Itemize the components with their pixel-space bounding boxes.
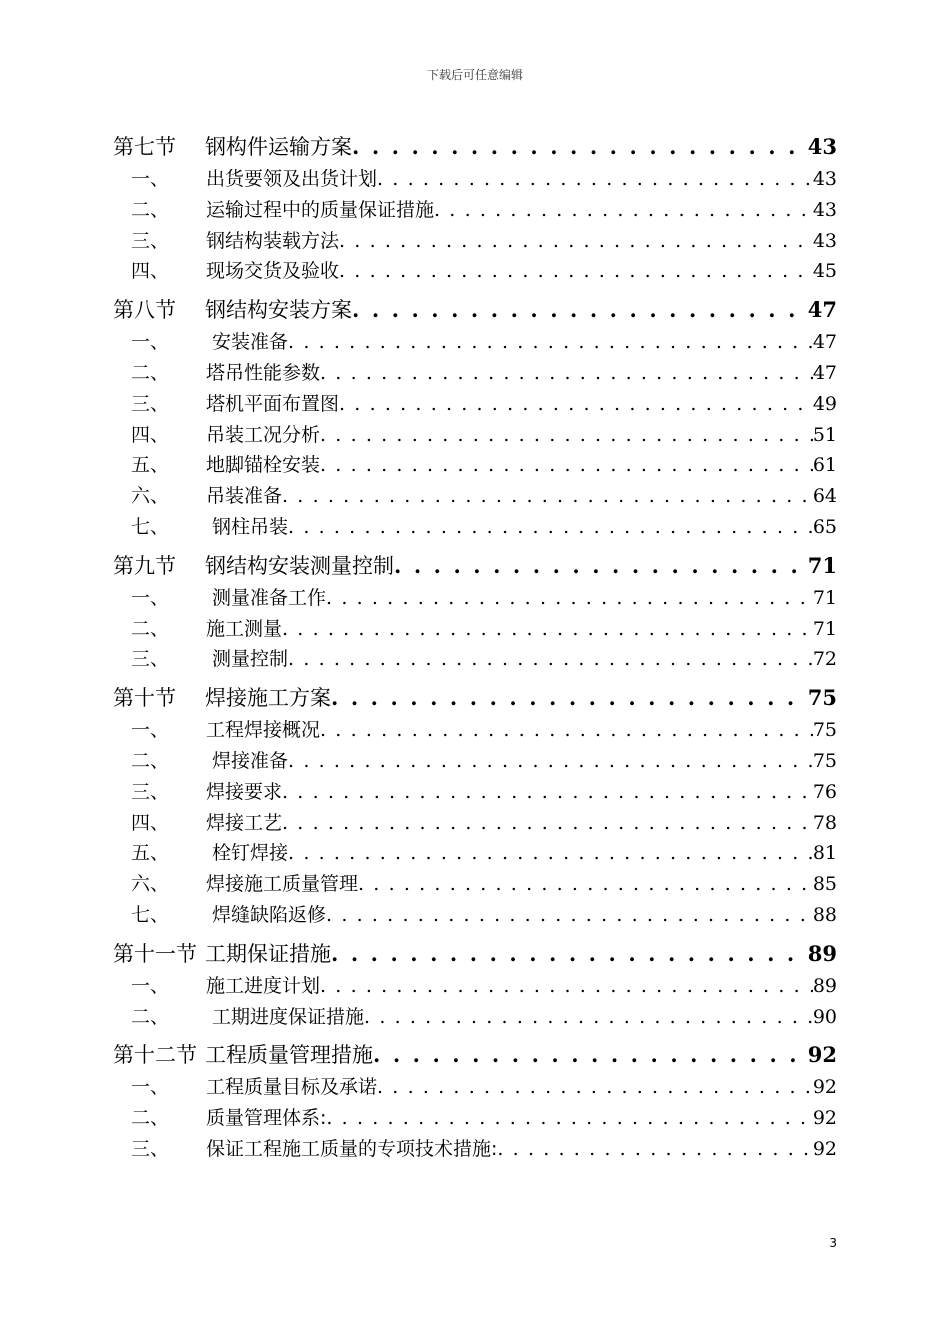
toc-item-row xyxy=(113,327,837,358)
toc-section-row xyxy=(113,293,837,327)
toc-entry-page: 43 xyxy=(807,134,837,159)
toc-item-row xyxy=(113,450,837,481)
toc-entry-page: 43 xyxy=(812,229,837,252)
toc-entry-number: 二、 xyxy=(131,198,170,221)
toc-entry-page: 92 xyxy=(812,1107,837,1130)
toc-entry-number: 三、 xyxy=(131,648,170,671)
toc-leader-dots xyxy=(288,746,813,777)
toc-item-row xyxy=(113,1002,837,1033)
toc-entry-page: 89 xyxy=(812,974,837,997)
toc-section-row xyxy=(113,1038,837,1072)
toc-entry-page: 43 xyxy=(812,198,837,221)
toc-entry-title: 工程焊接概况 xyxy=(206,719,321,742)
table-of-contents xyxy=(113,130,837,1165)
toc-entry-page: 71 xyxy=(812,586,837,609)
toc-section-row xyxy=(113,549,837,583)
toc-item-row xyxy=(113,420,837,451)
toc-entry-page: 49 xyxy=(812,392,837,415)
toc-entry-page: 85 xyxy=(812,873,837,896)
toc-leader-dots xyxy=(331,937,808,971)
toc-item-row xyxy=(113,777,837,808)
toc-section-row xyxy=(113,937,837,971)
toc-leader-dots xyxy=(320,450,813,481)
toc-item-row xyxy=(113,226,837,257)
toc-leader-dots xyxy=(358,869,813,900)
toc-entry-title: 塔吊性能参数 xyxy=(206,361,321,384)
toc-entry-title: 安装准备 xyxy=(206,331,289,354)
toc-entry-number: 六、 xyxy=(131,873,170,896)
toc-entry-number: 一、 xyxy=(131,719,170,742)
toc-entry-number: 一、 xyxy=(131,331,170,354)
toc-entry-number: 六、 xyxy=(131,485,170,508)
toc-entry-title: 出货要领及出货计划 xyxy=(206,168,378,190)
toc-entry-page: 47 xyxy=(812,361,837,384)
toc-entry-title: 钢柱吊装 xyxy=(206,515,289,538)
toc-leader-dots xyxy=(394,549,808,583)
toc-entry-title: 工期进度保证措施 xyxy=(206,1005,365,1028)
toc-entry-title: 吊装工况分析 xyxy=(206,423,321,446)
toc-leader-dots xyxy=(282,777,813,808)
toc-item-row xyxy=(113,746,837,777)
toc-item-row xyxy=(113,256,837,287)
toc-entry-number: 二、 xyxy=(131,1005,170,1028)
toc-leader-dots xyxy=(288,512,813,543)
toc-entry-number: 二、 xyxy=(131,617,170,640)
toc-entry-number: 三、 xyxy=(131,780,170,803)
toc-entry-title: 钢结构装载方法 xyxy=(206,229,340,252)
toc-entry-title: 栓钉焊接 xyxy=(206,842,289,865)
toc-item-row xyxy=(113,164,837,195)
toc-entry-title: 焊接工艺 xyxy=(206,811,283,834)
toc-entry-title: 运输过程中的质量保证措施 xyxy=(206,198,435,221)
toc-entry-title: 钢结构安装方案 xyxy=(205,298,352,323)
toc-item-row xyxy=(113,1072,837,1103)
toc-entry-title: 现场交货及验收 xyxy=(206,260,340,283)
toc-item-row xyxy=(113,614,837,645)
toc-entry-page: 76 xyxy=(812,780,837,803)
toc-entry-number: 第八节 xyxy=(113,298,176,323)
toc-entry-page: 71 xyxy=(812,617,837,640)
toc-item-row xyxy=(113,1103,837,1134)
toc-entry-number: 四、 xyxy=(131,260,170,283)
toc-leader-dots xyxy=(326,900,813,931)
toc-leader-dots xyxy=(320,971,813,1002)
toc-leader-dots xyxy=(326,1103,812,1134)
page-header: 下载后可任意编辑 xyxy=(426,68,523,82)
toc-entry-number: 第十一节 xyxy=(113,941,197,966)
toc-leader-dots xyxy=(339,256,813,287)
toc-entry-page: 71 xyxy=(807,552,837,578)
toc-entry-page: 75 xyxy=(807,685,837,711)
toc-item-row xyxy=(113,869,837,900)
toc-leader-dots xyxy=(434,195,813,226)
toc-entry-number: 三、 xyxy=(131,1137,170,1160)
toc-entry-number: 四、 xyxy=(131,423,170,446)
toc-entry-number: 二、 xyxy=(131,361,170,384)
toc-item-row xyxy=(113,195,837,226)
page-number: 3 xyxy=(829,1236,837,1250)
toc-entry-number: 七、 xyxy=(131,515,170,538)
toc-entry-page: 92 xyxy=(812,1137,837,1160)
toc-entry-page: 65 xyxy=(812,515,837,538)
toc-item-row xyxy=(113,808,837,839)
toc-entry-title: 塔机平面布置图 xyxy=(206,392,340,415)
toc-leader-dots xyxy=(377,164,813,195)
toc-entry-number: 二、 xyxy=(131,1107,170,1130)
toc-leader-dots xyxy=(497,1134,812,1165)
toc-leader-dots xyxy=(339,389,813,420)
toc-entry-title: 吊装准备 xyxy=(206,485,283,508)
toc-entry-number: 第九节 xyxy=(113,553,176,578)
toc-entry-page: 78 xyxy=(812,811,837,834)
toc-entry-page: 45 xyxy=(812,260,837,283)
toc-leader-dots xyxy=(339,226,813,257)
toc-item-row xyxy=(113,512,837,543)
toc-entry-title: 施工测量 xyxy=(206,617,283,640)
toc-entry-page: 88 xyxy=(812,903,837,926)
toc-entry-title: 焊接施工方案 xyxy=(205,686,331,711)
toc-entry-number: 一、 xyxy=(131,168,170,190)
toc-entry-page: 89 xyxy=(807,940,837,966)
toc-entry-page: 43 xyxy=(812,168,837,190)
toc-entry-title: 保证工程施工质量的专项技术措施: xyxy=(206,1137,498,1160)
toc-section-row xyxy=(113,681,837,715)
toc-entry-title: 钢结构安装测量控制 xyxy=(205,553,394,578)
toc-leader-dots xyxy=(288,838,813,869)
toc-leader-dots xyxy=(320,420,813,451)
toc-entry-page: 47 xyxy=(812,331,837,354)
toc-entry-number: 三、 xyxy=(131,392,170,415)
toc-entry-number: 五、 xyxy=(131,842,170,865)
toc-entry-number: 一、 xyxy=(131,974,170,997)
toc-entry-number: 一、 xyxy=(131,586,170,609)
toc-leader-dots xyxy=(331,681,808,715)
toc-entry-number: 四、 xyxy=(131,811,170,834)
toc-entry-title: 质量管理体系: xyxy=(206,1107,327,1130)
toc-leader-dots xyxy=(288,644,813,675)
toc-entry-page: 81 xyxy=(812,842,837,865)
toc-entry-title: 焊缝缺陷返修 xyxy=(206,903,327,926)
toc-entry-page: 61 xyxy=(812,454,837,477)
toc-entry-number: 第十节 xyxy=(113,686,176,711)
toc-leader-dots xyxy=(352,293,808,327)
toc-entry-number: 二、 xyxy=(131,749,170,772)
toc-entry-number: 一、 xyxy=(131,1076,170,1099)
toc-entry-page: 92 xyxy=(807,1042,837,1068)
toc-leader-dots xyxy=(320,715,813,746)
toc-entry-number: 五、 xyxy=(131,454,170,477)
toc-item-row xyxy=(113,358,837,389)
toc-entry-title: 测量控制 xyxy=(206,648,289,671)
toc-entry-number: 第七节 xyxy=(113,135,176,159)
toc-entry-title: 焊接准备 xyxy=(206,749,289,772)
toc-entry-page: 92 xyxy=(812,1076,837,1099)
toc-entry-page: 72 xyxy=(812,648,837,671)
toc-item-row xyxy=(113,583,837,614)
toc-entry-page: 90 xyxy=(812,1005,837,1028)
toc-leader-dots xyxy=(364,1002,813,1033)
toc-entry-title: 钢构件运输方案 xyxy=(205,135,352,159)
toc-leader-dots xyxy=(352,130,808,164)
toc-entry-title: 工期保证措施 xyxy=(205,941,331,966)
toc-item-row xyxy=(113,1134,837,1165)
toc-item-row xyxy=(113,715,837,746)
toc-leader-dots xyxy=(373,1038,808,1072)
toc-entry-page: 75 xyxy=(812,719,837,742)
toc-entry-title: 焊接施工质量管理 xyxy=(206,873,359,896)
toc-entry-page: 47 xyxy=(807,297,837,323)
toc-entry-number: 三、 xyxy=(131,229,170,252)
toc-item-row xyxy=(113,971,837,1002)
toc-item-row xyxy=(113,644,837,675)
toc-leader-dots xyxy=(377,1072,813,1103)
toc-entry-title: 工程质量目标及承诺 xyxy=(206,1076,378,1099)
toc-entry-title: 地脚锚栓安装 xyxy=(206,454,321,477)
toc-leader-dots xyxy=(320,358,813,389)
toc-entry-number: 第十二节 xyxy=(113,1043,197,1068)
toc-entry-number: 七、 xyxy=(131,903,170,926)
toc-entry-title: 测量准备工作 xyxy=(206,586,327,609)
toc-item-row xyxy=(113,900,837,931)
toc-item-row xyxy=(113,838,837,869)
toc-leader-dots xyxy=(282,481,813,512)
toc-leader-dots xyxy=(282,614,813,645)
toc-leader-dots xyxy=(282,808,813,839)
toc-entry-title: 焊接要求 xyxy=(206,780,283,803)
toc-entry-page: 75 xyxy=(812,749,837,772)
toc-leader-dots xyxy=(326,583,813,614)
toc-section-row xyxy=(113,130,837,164)
toc-entry-page: 51 xyxy=(812,423,837,446)
toc-item-row xyxy=(113,389,837,420)
toc-leader-dots xyxy=(288,327,813,358)
toc-entry-title: 工程质量管理措施 xyxy=(205,1043,373,1068)
toc-item-row xyxy=(113,481,837,512)
toc-entry-page: 64 xyxy=(812,485,837,508)
toc-entry-title: 施工进度计划 xyxy=(206,974,321,997)
